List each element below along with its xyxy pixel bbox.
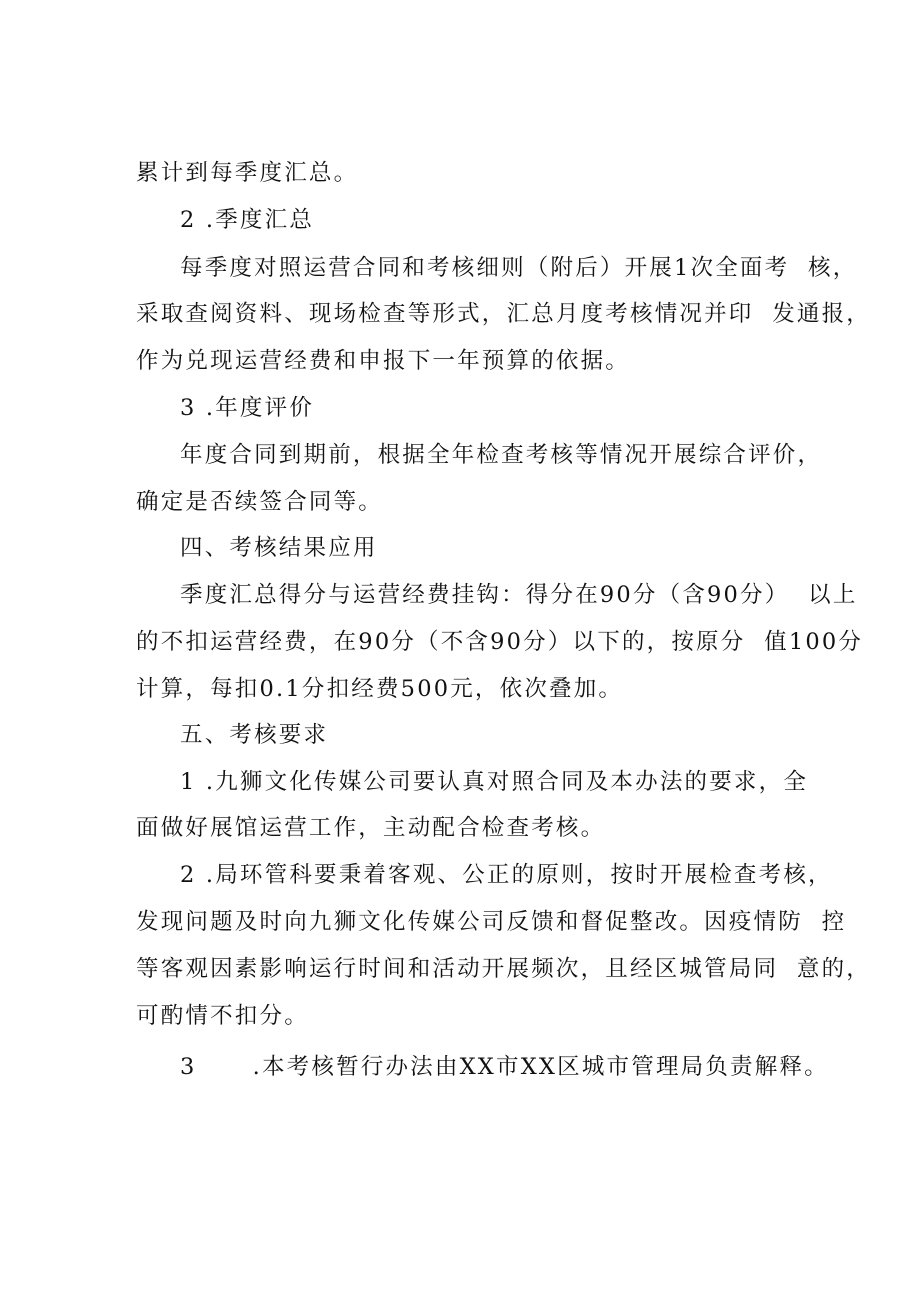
text-line-9: 四、考核结果应用 bbox=[180, 535, 378, 561]
text-line-16: 2 .局环管科要秉着客观、公正的原则，按时开展检查考核， bbox=[180, 862, 833, 888]
text-line-20: 3 .本考核暂行办法由XX市XX区城市管理局负责解释。 bbox=[180, 1054, 829, 1080]
text-line-6: 3 .年度评价 bbox=[180, 395, 315, 421]
text-line-4: 采取查阅资料、现场检查等形式，汇总月度考核情况并印 发通报， bbox=[136, 301, 872, 327]
text-line-15: 面做好展馆运营工作，主动配合检查考核。 bbox=[136, 815, 606, 841]
text-line-7: 年度合同到期前，根据全年检查考核等情况开展综合评价， bbox=[180, 442, 823, 468]
text-line-19: 可酌情不扣分。 bbox=[136, 1003, 309, 1029]
text-line-2: 2 .季度汇总 bbox=[180, 207, 315, 233]
text-line-1: 累计到每季度汇总。 bbox=[136, 160, 359, 186]
text-line-17: 发现问题及时向九狮文化传媒公司反馈和督促整改。因疫情防 控 bbox=[136, 909, 847, 935]
text-line-12: 计算，每扣0.1分扣经费500元，依次叠加。 bbox=[136, 676, 624, 702]
text-line-18: 等客观因素影响运行时间和活动开展频次，且经区城管局同 意的， bbox=[136, 956, 872, 982]
text-line-13: 五、考核要求 bbox=[180, 722, 329, 748]
text-line-14: 1 .九狮文化传媒公司要认真对照合同及本办法的要求，全 bbox=[180, 769, 809, 795]
text-line-10: 季度汇总得分与运营经费挂钩：得分在90分（含90分） 以上 bbox=[180, 582, 858, 608]
text-line-11: 的不扣运营经费，在90分（不含90分）以下的，按原分 值100分 bbox=[136, 629, 864, 655]
text-line-3: 每季度对照运营合同和考核细则（附后）开展1次全面考 核， bbox=[180, 255, 858, 281]
text-line-8: 确定是否续签合同等。 bbox=[136, 489, 384, 515]
text-line-5: 作为兑现运营经费和申报下一年预算的依据。 bbox=[136, 348, 631, 374]
